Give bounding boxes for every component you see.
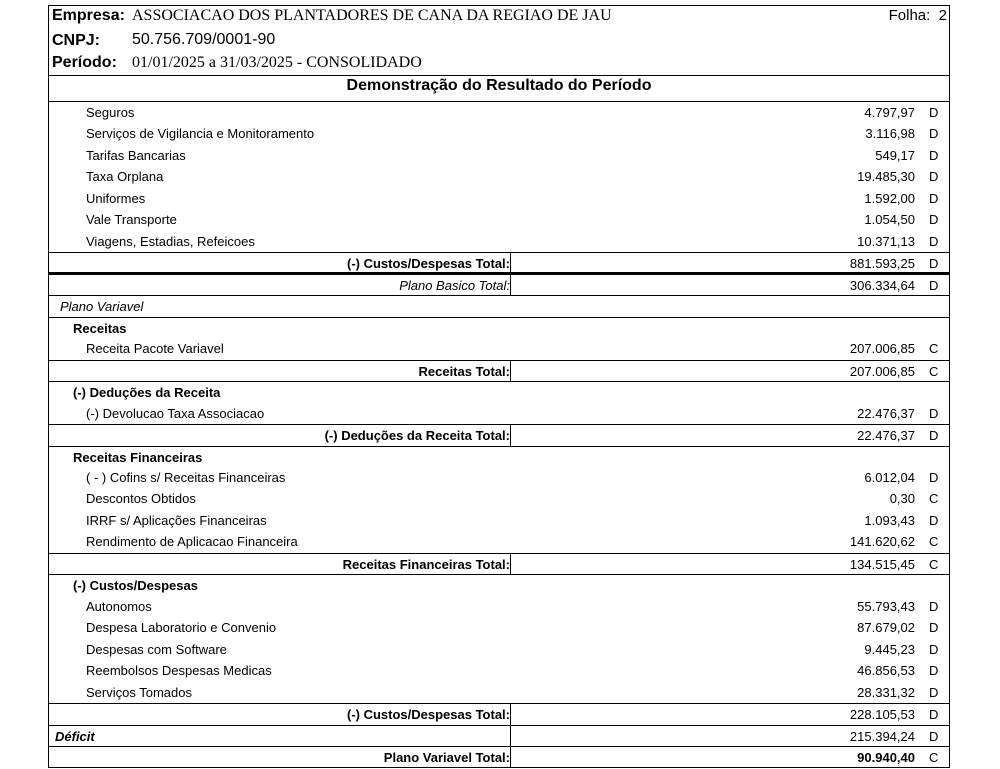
row-debit-credit: D bbox=[929, 641, 939, 657]
document-title: Demonstração do Resultado do Período bbox=[346, 77, 652, 94]
row-label: Receitas bbox=[73, 320, 127, 336]
row-debit-credit: D bbox=[929, 233, 939, 249]
deficit-row bbox=[48, 725, 950, 746]
row-amount: 881.593,25 bbox=[849, 256, 915, 272]
row-amount: 6.012,04 bbox=[864, 469, 915, 485]
row-label: (-) Custos/Despesas Total: bbox=[346, 707, 510, 723]
column-divider bbox=[510, 275, 511, 295]
row-debit-credit: D bbox=[929, 512, 939, 528]
group-header-row bbox=[48, 574, 950, 595]
statement-row bbox=[48, 188, 950, 209]
total-row bbox=[48, 360, 950, 381]
statement-table bbox=[48, 102, 950, 768]
row-amount: 28.331,32 bbox=[857, 684, 915, 700]
total-row bbox=[48, 703, 950, 724]
row-amount: 306.334,64 bbox=[849, 277, 915, 293]
row-debit-credit: D bbox=[929, 105, 939, 120]
row-debit-credit: D bbox=[929, 684, 939, 700]
row-amount: 22.476,37 bbox=[857, 428, 915, 444]
row-label: Despesa Laboratorio e Convenio bbox=[86, 620, 277, 636]
row-debit-credit: D bbox=[929, 707, 939, 723]
statement-row bbox=[48, 467, 950, 488]
row-debit-credit: C bbox=[929, 750, 939, 766]
row-amount: 215.394,24 bbox=[849, 728, 915, 744]
row-amount: 87.679,02 bbox=[857, 620, 915, 636]
total-row bbox=[48, 746, 950, 767]
statement-row bbox=[48, 102, 950, 123]
row-debit-credit: D bbox=[929, 428, 939, 444]
cnpj-value: 50.756.709/0001-90 bbox=[132, 31, 276, 48]
row-debit-credit: D bbox=[929, 147, 939, 163]
cnpj-label: CNPJ: bbox=[52, 32, 101, 49]
row-amount: 19.485,30 bbox=[857, 169, 915, 185]
statement-row bbox=[48, 403, 950, 424]
row-label: Viagens, Estadias, Refeicoes bbox=[86, 233, 255, 249]
row-label: Receitas Total: bbox=[418, 363, 510, 379]
row-debit-credit: C bbox=[929, 534, 939, 550]
statement-row bbox=[48, 510, 950, 531]
row-label: Autonomos bbox=[86, 598, 152, 614]
row-amount: 10.371,13 bbox=[857, 233, 915, 249]
row-amount: 46.856,53 bbox=[857, 663, 915, 679]
row-label: Receita Pacote Variavel bbox=[86, 341, 224, 357]
row-debit-credit: C bbox=[929, 363, 939, 379]
total-row bbox=[48, 424, 950, 445]
statement-row bbox=[48, 166, 950, 187]
column-divider bbox=[510, 747, 511, 767]
row-label: (-) Custos/Despesas bbox=[73, 578, 198, 594]
row-amount: 1.093,43 bbox=[864, 512, 915, 528]
row-amount: 207.006,85 bbox=[849, 363, 915, 379]
row-debit-credit: D bbox=[929, 126, 939, 142]
row-amount: 1.054,50 bbox=[864, 212, 915, 228]
column-divider bbox=[510, 425, 511, 445]
statement-row bbox=[48, 682, 950, 703]
row-amount: 55.793,43 bbox=[857, 598, 915, 614]
row-label: Receitas Financeiras Total: bbox=[342, 556, 510, 572]
page-number: Folha: 2 bbox=[888, 7, 947, 24]
group-header-row bbox=[48, 381, 950, 402]
statement-row bbox=[48, 617, 950, 638]
total-row bbox=[48, 252, 950, 273]
row-debit-credit: D bbox=[929, 256, 939, 272]
row-amount: 549,17 bbox=[875, 147, 915, 163]
statement-row bbox=[48, 531, 950, 552]
row-label: (-) Deduções da Receita bbox=[73, 385, 221, 401]
column-divider bbox=[510, 361, 511, 381]
row-amount: 9.445,23 bbox=[864, 641, 915, 657]
section-header-row bbox=[48, 295, 950, 316]
row-label: (-) Custos/Despesas Total: bbox=[346, 256, 510, 272]
statement-row bbox=[48, 209, 950, 230]
row-debit-credit: D bbox=[929, 212, 939, 228]
row-label: Taxa Orplana bbox=[86, 169, 164, 185]
row-amount: 1.592,00 bbox=[864, 190, 915, 206]
row-debit-credit: C bbox=[929, 491, 939, 507]
row-label: Serviços Tomados bbox=[86, 684, 192, 700]
statement-row bbox=[48, 145, 950, 166]
empresa-name: ASSOCIACAO DOS PLANTADORES DE CANA DA REGIAO DE JAU bbox=[132, 7, 612, 24]
statement-row bbox=[48, 231, 950, 252]
statement-row bbox=[48, 596, 950, 617]
row-label: Tarifas Bancarias bbox=[86, 147, 186, 163]
row-debit-credit: D bbox=[929, 663, 939, 679]
row-label: Déficit bbox=[55, 728, 95, 744]
statement-row bbox=[48, 123, 950, 144]
row-label: Plano Basico Total: bbox=[399, 277, 510, 293]
statement-row bbox=[48, 488, 950, 509]
row-debit-credit: D bbox=[929, 598, 939, 614]
row-label: (-) Deduções da Receita Total: bbox=[324, 428, 510, 444]
row-label: Plano Variavel bbox=[60, 299, 144, 315]
row-debit-credit: C bbox=[929, 341, 939, 357]
column-divider bbox=[510, 554, 511, 574]
periodo-value: 01/01/2025 a 31/03/2025 - CONSOLIDADO bbox=[132, 54, 422, 71]
row-label: Receitas Financeiras bbox=[73, 449, 203, 465]
row-label: Seguros bbox=[86, 105, 135, 120]
row-amount: 228.105,53 bbox=[849, 707, 915, 723]
row-label: IRRF s/ Aplicações Financeiras bbox=[86, 512, 267, 528]
row-debit-credit: D bbox=[929, 620, 939, 636]
group-header-row bbox=[48, 446, 950, 467]
row-label: Vale Transporte bbox=[86, 212, 177, 228]
row-debit-credit: C bbox=[929, 556, 939, 572]
row-label: Descontos Obtidos bbox=[86, 491, 196, 507]
row-label: Despesas com Software bbox=[86, 641, 227, 657]
row-amount: 0,30 bbox=[889, 491, 915, 507]
row-amount: 3.116,98 bbox=[865, 126, 915, 142]
empresa-label: Empresa: bbox=[52, 7, 125, 24]
row-amount: 4.797,97 bbox=[864, 105, 915, 120]
row-debit-credit: D bbox=[929, 169, 939, 185]
column-divider bbox=[510, 704, 511, 724]
row-label: Reembolsos Despesas Medicas bbox=[86, 663, 272, 679]
row-label: Uniformes bbox=[86, 190, 146, 206]
total-row bbox=[48, 274, 950, 295]
statement-row bbox=[48, 338, 950, 359]
column-divider bbox=[510, 253, 511, 271]
row-debit-credit: D bbox=[929, 190, 939, 206]
statement-row bbox=[48, 639, 950, 660]
statement-row bbox=[48, 660, 950, 681]
row-amount: 22.476,37 bbox=[857, 405, 915, 421]
row-label: (-) Devolucao Taxa Associacao bbox=[86, 405, 265, 421]
row-debit-credit: D bbox=[929, 277, 939, 293]
header-divider bbox=[48, 75, 950, 76]
column-divider bbox=[510, 726, 511, 746]
group-header-row bbox=[48, 317, 950, 338]
row-amount: 90.940,40 bbox=[857, 750, 915, 766]
row-label: ( - ) Cofins s/ Receitas Financeiras bbox=[86, 469, 286, 485]
row-label: Rendimento de Aplicacao Financeira bbox=[86, 534, 298, 550]
row-debit-credit: D bbox=[929, 728, 939, 744]
row-debit-credit: D bbox=[929, 469, 939, 485]
row-amount: 207.006,85 bbox=[849, 341, 915, 357]
row-amount: 141.620,62 bbox=[849, 534, 915, 550]
row-label: Serviços de Vigilancia e Monitoramento bbox=[86, 126, 315, 142]
periodo-label: Período: bbox=[52, 54, 117, 71]
row-debit-credit: D bbox=[929, 405, 939, 421]
row-label: Plano Variavel Total: bbox=[383, 750, 510, 766]
total-row bbox=[48, 553, 950, 574]
row-amount: 134.515,45 bbox=[849, 556, 915, 572]
